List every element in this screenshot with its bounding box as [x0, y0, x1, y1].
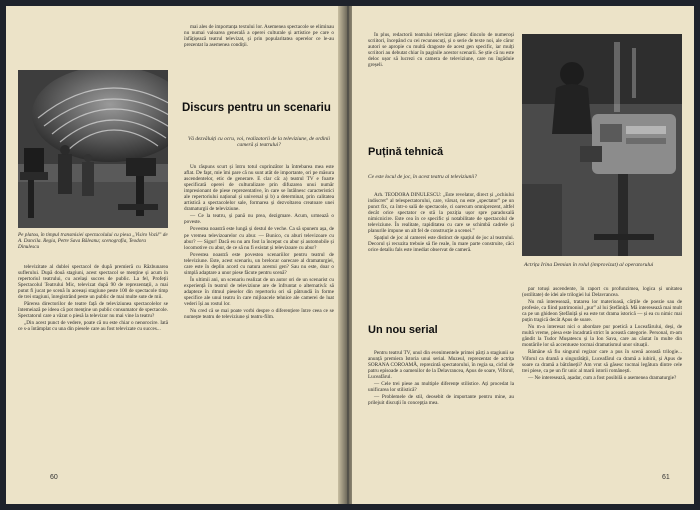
photo-caption: Actrița Irina Demian în rolul (improvizat) al operatorului — [524, 262, 654, 268]
left-page — [6, 6, 344, 504]
paragraph: par totuși ascendente, în raport cu profunzimea, logica și unitatea (ostilitate) de idei ale trilogiei lui Delavrancea. — [522, 286, 682, 299]
paragraph: — Ne interesează, așadar, cum a fost posibilă o asemenea dramaturgie? — [528, 374, 677, 381]
page-number: 60 — [50, 474, 58, 481]
right-col1-top — [368, 32, 514, 120]
paragraph: Nu cred că se mai poate vorbi despre o diferențiere între ceea ce se numește teatru de televiziune și teatru-film. — [184, 308, 334, 321]
left-col1-top — [184, 24, 334, 82]
paragraph: — Ce la teatru, și pană nu prea, dezigmare. Acum, urmează o poveste. — [184, 213, 334, 226]
paragraph: Nu m-a interesat nici o abordare pur poetică a Luceafărului, deși, de multă vreme, piesa este încadrată strict în această categorie. Personal, m-am gândit la Tudor Mușatescu și la Ion Sava, care au căutat în multe din montările lor să accentueze tocmai dramatismul unor situații. — [522, 324, 682, 349]
studio-set-photo — [18, 70, 168, 228]
right-col1-mid — [368, 192, 514, 318]
left-col2 — [184, 164, 334, 468]
photo-caption: Pe platou, în timpul transmisiei spectacolului cu piesa „Visiro Vozil” de A. Dancila. Regia, Petre Sava Băleanu; scenografia, Teodora Dinulescu — [18, 232, 168, 251]
section-heading-technical: Puțină tehnică — [368, 146, 444, 158]
paragraph: Un răspuns scurt și întru totul cuprinzător la întrebarea mea este aflat. De fapt, mie îmi pare că nu sunt atât de importante, ori pe măsura ascendentelor, etic de generare. E clar că: a) teatrul TV e foarte specificată operei de culturalizare prin difuzarea unui număr impresionant de piese reprezentative, în care se întâlnesc caracteristici ale repertoriului național și universal și b) a determinat, prin calitatea artistică a spectacolelor sale, formarea și dezvoltarea creatoare unei dramaturgii de televiziune. — [184, 164, 334, 213]
actress-camera-photo — [522, 34, 682, 256]
paragraph: Părerea directorilor de teatre față de televiziunea spectacolelor se întemeiază pe ideea că pot menține un public consumator de spectacole. Spectatorul care a văzut o piesă la televizor nu mai vine la teatru? — [18, 301, 168, 320]
section-heading-serial: Un nou serial — [368, 324, 438, 336]
paragraph: Nu mă interesează, tratarea lor materioasă, cărțile de poezie sau de profesie, ca fiind patrimoniul „pur” al lui Ștefăniță. Mă interesează mai mult ca pe un ghideon Ștefăniță și ea este tot drama istorică — și ea cu nimic mai puțin tragică decât Apus de soare. — [522, 299, 682, 324]
section-intro-technical: Ce este locul de joc, în acest teatru al televiziunii? — [368, 174, 477, 180]
paragraph: Rămâne să fiu singurul regizor care a pus în scenă această trilogie... Viforul ca dramă a singurătății, Luceafărul ca dramă a iubirii, și Apus de soare ca dramă a bătrâneții? Am vrut să găsesc tocmai legătura dintre cele trei piese, ca pe un fir unic al marii istorii românești. — [522, 349, 682, 374]
section-intro: Vă dezvăluiți cu ocru, voi, realizatorii de la televiziune, de ordinii cameră și teatrului? — [188, 136, 330, 149]
paragraph: — Cele trei piese au multiple diferențe stilistice. Ați procedat la unificarea lor stilistică? — [368, 381, 514, 394]
paragraph: „Din acest punct de vedere, poate că nu este chiar o nenorocire. Iată ce s-a întâmplat cu una din piesele care au fost televizate cu succes... — [18, 320, 168, 333]
paragraph: mai ales de importanța textului lor. Asemenea spectacole se eliminau nu numai valoarea generală a operei culturale și artistice pe care o înfățișează teatrul televizat, și prin popularitatea operelor ce le-au prezentat la asemenea condiții. — [184, 24, 334, 49]
paragraph: — Problemele de stil, deosebit de importante pentru mine, au prilejuit discuții în concepția mea. — [368, 394, 514, 407]
paragraph: În plus, redactorii teatrului televizat găsesc dincolo de numeroși scriitori, începând cu cei recunoscuți, și o serie de texte noi, ale căror autori se apropie cu multă dragoste de acest gen specific, iar mulți scriitori au debutat chiar în paginile acestor scenarii. Se știe că nu este deloc ușor să lucrezi cu camera de televiziune, care nu îngăduie greșeli. — [368, 32, 514, 69]
paragraph: Arh. TEODORA DINULESCU: „Este revelator, direct și „ochiului indiscret” al telespectatorului, care, vărsat, nu este „spectator” pe un punct fix, ca într-o sală de spectacole, ci oarecum omniprezent, altfel decât orice spectator ce stă la poziția ușor spre paradoxală nimicnicire. Este cea în ce specific și notabilitate de spectacolul de televiziune. În realitate, rapiditatea cu care se schimbă cadrele și planurile impune un alt fel de construcție a scenei.” — [368, 192, 514, 235]
paragraph: Spațiul de joc al camerei este distinct de spațiul de joc al teatrului. Decorul și recuzita trebuie să fie reale, în mare parte construite, căci orice detaliu fals este imediat observat de cameră. — [368, 235, 514, 254]
left-col1-bottom — [18, 264, 168, 466]
right-col2 — [522, 286, 682, 470]
paragraph: televizitate al dublei spectacol de după premieră cu Răzbunarea suflerului. După două stagiuni, acest spectacol se menține și acum în repertoriul teatrului, cu același succes de public. La fel, Profeții Spectacolul Teatrului Mic, televizat după 90 de reprezentații, a mai putut fi jucat pe scenă în aceeași stagiune peste 100 de spectacole timp de trei stagiuni, înregistrând peste un public de mai multe sute de mii. — [18, 264, 168, 301]
paragraph: În ultimii ani, un scenariu realizat de un autor ori de un scenarist cu experiență în teatrul de televiziune are de înfruntat o alternativă: să adapteze în ritmul pieselor din repertoriu ori să pătrundă în forme specifice ale unui teatru în care mijloacele tehnice ale camerei de luat vederi își au rostul lor. — [184, 276, 334, 308]
page-number: 61 — [662, 474, 670, 481]
paragraph: Povestea noastră este povestea scenariilor pentru teatrul de televiziune. Este, acest scenariu, un brelocar oarecare al dramaturgiei, care este în deplin acord cu natura acestui gen? Sau nu este, doar o simplă adaptare a unor piese făcute pentru scenă? — [184, 251, 334, 276]
section-heading-scenario: Discurs pentru un scenariu — [182, 102, 331, 114]
right-page — [352, 6, 694, 504]
right-col1-bottom — [368, 350, 514, 468]
paragraph: Povestea noastră este lungă și destul de veche. Ca să spunem așa, de pe vremea televizoarelor cu abur. — Bunico, cu aburi televizoare cu abur? — Sigur! Dacă eu nu am fost la început cu abur și automobile și locomotive cu abur, de ce să nu fi existat și televizoare cu abur? — [184, 226, 334, 251]
paragraph: Pentru teatrul TV, unul din evenimentele primei părți a stagiunii se anunță premiera Istoria unui serial. Muzeul, reprezentat de actrița SORANA COROAMĂ, reprezintă spectatorului, în regia sa, ciclul de patru episoade a oamenilor de la Delavrancea, Apus de soare, Viforul, Luceafărul. — [368, 350, 514, 381]
